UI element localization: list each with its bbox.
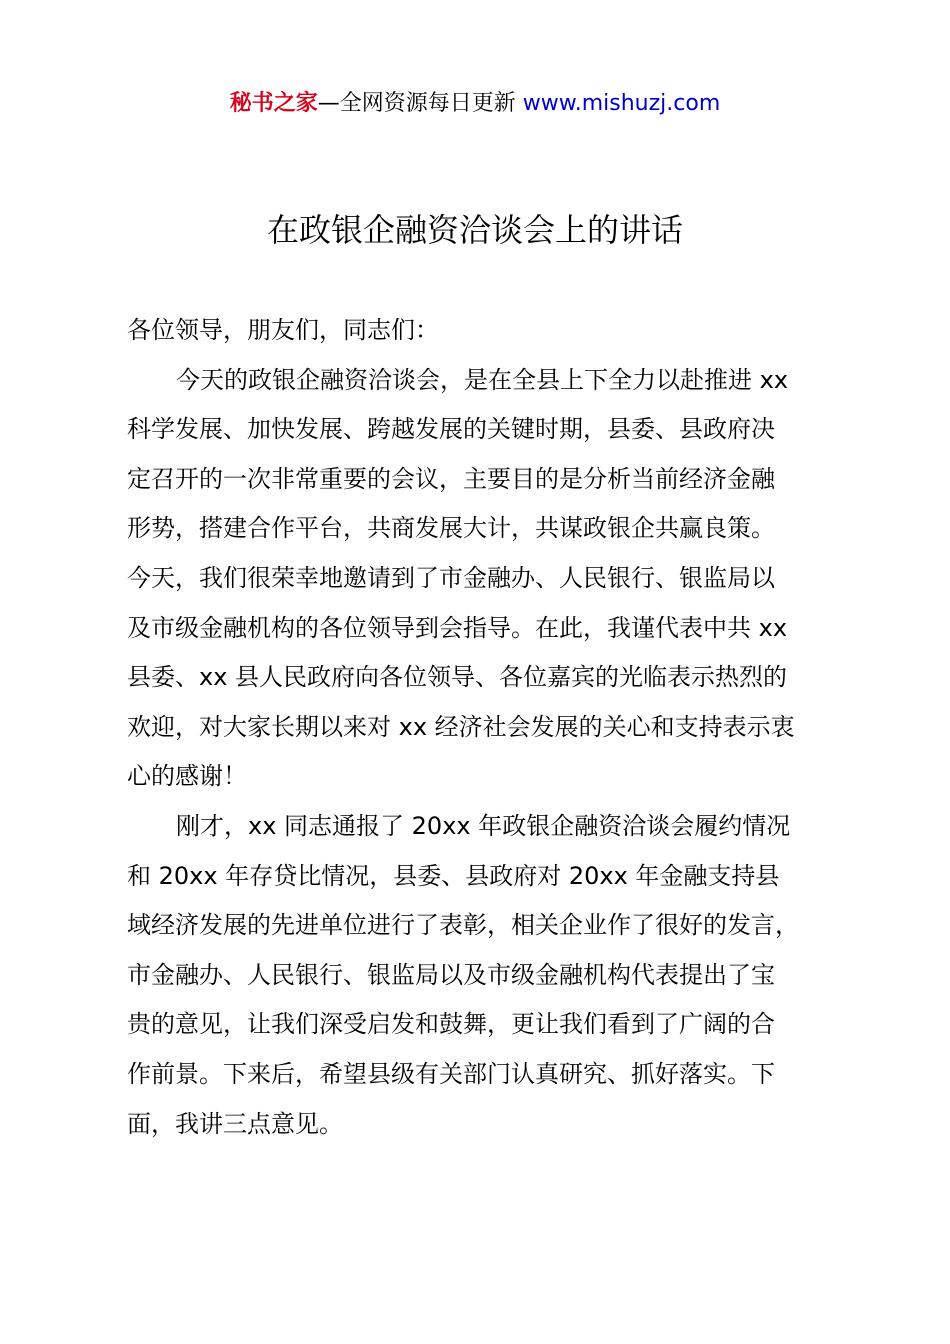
text-line: 欢迎，对大家长期以来对 xx 经济社会发展的关心和支持表示衷 [127,712,795,741]
site-tagline: —全网资源每日更新 [317,91,516,116]
site-url-link[interactable]: www.mishuzj.com [522,91,721,116]
document-title: 在政银企融资洽谈会上的讲话 [266,211,683,249]
site-header [0,88,950,120]
text-line: 今天，我们很荣幸地邀请到了市金融办、人民银行、银监局以 [127,563,775,592]
text-line: 形势，搭建合作平台，共商发展大计，共谋政银企共赢良策。 [127,514,775,543]
text-line: 面，我讲三点意见。 [127,1109,343,1138]
text-line: 刚才，xx 同志通报了 20xx 年政银企融资洽谈会履约情况 [176,811,791,840]
text-line: 今天的政银企融资洽谈会，是在全县上下全力以赴推进 xx [176,365,789,394]
text-line: 作前景。下来后，希望县级有关部门认真研究、抓好落实。下 [127,1059,775,1088]
text-line: 定召开的一次非常重要的会议，主要目的是分析当前经济金融 [127,464,775,493]
document-body [127,306,862,1149]
text-line: 贵的意见，让我们深受启发和鼓舞，更让我们看到了广阔的合 [127,1010,775,1039]
salutation: 各位领导，朋友们，同志们： [127,316,439,344]
text-line: 科学发展、加快发展、跨越发展的关键时期，县委、县政府决 [127,415,775,444]
text-line: 及市级金融机构的各位领导到会指导。在此，我谨代表中共 xx [127,613,788,642]
text-line: 县委、xx 县人民政府向各位领导、各位嘉宾的光临表示热烈的 [127,663,788,692]
site-brand: 秘书之家 [229,91,318,116]
paragraph-2 [127,802,862,1149]
text-line: 心的感谢！ [127,762,247,791]
text-line: 市金融办、人民银行、银监局以及市级金融机构代表提出了宝 [127,960,775,989]
paragraph-1 [127,356,862,802]
text-line: 域经济发展的先进单位进行了表彰，相关企业作了很好的发言， [127,911,799,940]
text-line: 和 20xx 年存贷比情况，县委、县政府对 20xx 年金融支持县 [127,861,780,890]
